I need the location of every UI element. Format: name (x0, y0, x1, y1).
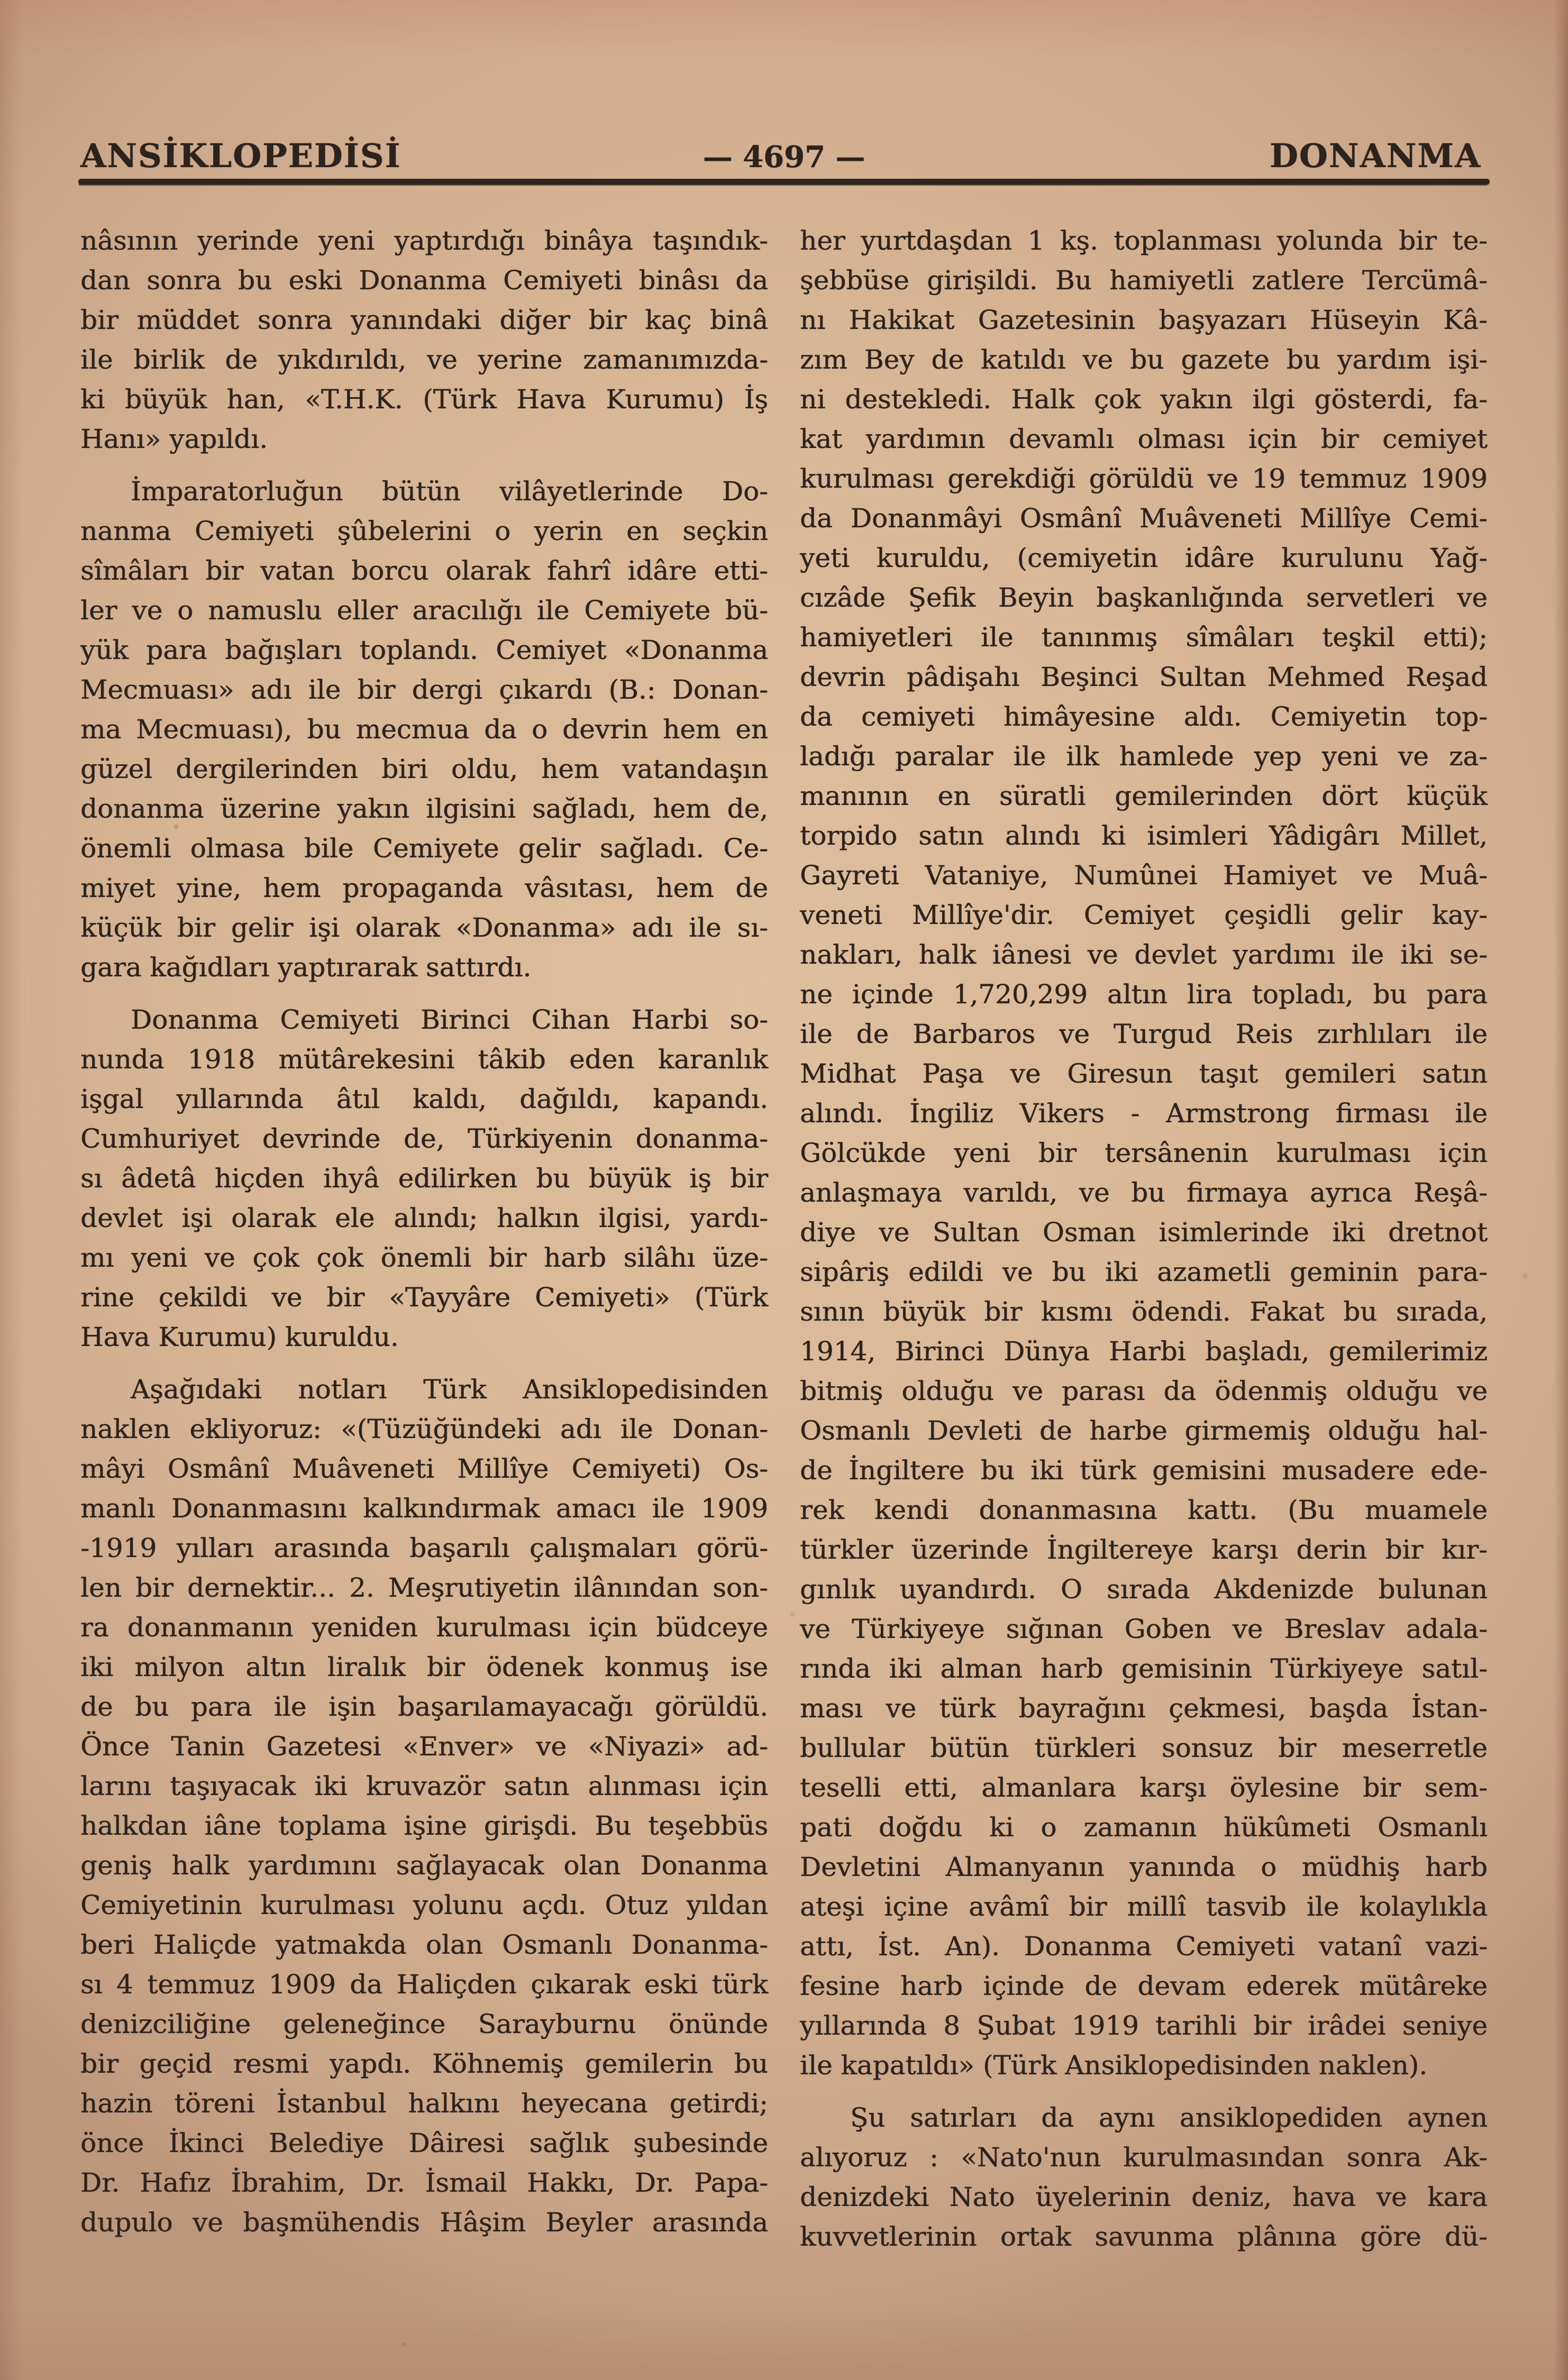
text-line: küçük bir gelir işi olarak «Donanma» adı ile sı- (80, 912, 768, 943)
header-rule (78, 179, 1490, 185)
text-line: naklen ekliyoruz: «(Tüzüğündeki adı ile Donan- (80, 1414, 768, 1444)
text-line: alındı. İngiliz Vikers - Armstrong firması ile (800, 1098, 1488, 1129)
paragraph (80, 1000, 768, 1357)
text-line: attı, İst. An). Donanma Cemiyeti vatanî vazi- (800, 1931, 1488, 1962)
text-line: denizciliğine geleneğince Sarayburnu önünde (80, 2009, 768, 2039)
text-line: anlaşmaya varıldı, ve bu firmaya ayrıca Reşâ- (800, 1177, 1488, 1208)
text-line: devlet işi olarak ele alındı; halkın ilgisi, yardı- (80, 1203, 768, 1233)
text-line: teselli etti, almanlara karşı öylesine bir sem- (800, 1772, 1488, 1803)
text-line: nanma Cemiyeti şûbelerini o yerin en seçkin (80, 516, 768, 546)
text-line: hamiyetleri ile tanınmış sîmâları teşkil etti); (800, 622, 1488, 653)
article-title: DONANMA (1270, 136, 1481, 175)
text-line: beri Haliçde yatmakda olan Osmanlı Donanma- (80, 1929, 768, 1960)
paragraph (80, 1370, 768, 2242)
text-line: Donanma Cemiyeti Birinci Cihan Harbi so- (131, 1004, 768, 1035)
text-line: ki büyük han, «T.H.K. (Türk Hava Kurumu) İş (80, 384, 768, 415)
text-line: önce İkinci Belediye Dâiresi sağlık şubesinde (80, 2128, 768, 2158)
text-line: Gölcükde yeni bir tersânenin kurulması için (800, 1138, 1488, 1168)
text-line: sîmâları bir vatan borcu olarak fahrî idâre etti- (80, 555, 768, 586)
text-line: Şu satırları da aynı ansiklopediden aynen (850, 2102, 1488, 2133)
text-line: türkler üzerinde İngiltereye karşı derin bir kır- (800, 1534, 1488, 1565)
text-line: İmparatorluğun bütün vilâyetlerinde Do- (131, 476, 768, 507)
text-line: da Donanmâyi Osmânî Muâveneti Millîye Cemi- (800, 503, 1488, 534)
text-column-left (80, 221, 768, 2242)
text-line: miyet yine, hem propaganda vâsıtası, hem de (80, 873, 768, 903)
text-line: Mecmuası» adı ile bir dergi çıkardı (B.: Donan- (80, 674, 768, 705)
text-line: Osmanlı Devleti de harbe girmemiş olduğu hal- (800, 1415, 1488, 1446)
paragraph (800, 221, 1488, 2085)
text-line: Hava Kurumu) kuruldu. (80, 1322, 399, 1352)
text-line: gınlık uyandırdı. O sırada Akdenizde bulunan (800, 1574, 1488, 1605)
text-line: Cumhuriyet devrinde de, Türkiyenin donanma- (80, 1123, 768, 1154)
text-line: devrin pâdişahı Beşinci Sultan Mehmed Reşad (800, 662, 1488, 692)
text-line: yeti kuruldu, (cemiyetin idâre kurulunu Yağ- (800, 543, 1488, 573)
paragraph (80, 472, 768, 987)
text-line: nunda 1918 mütârekesini tâkib eden karanlık (80, 1044, 768, 1075)
text-line: kat yardımın devamlı olması için bir cemiyet (800, 424, 1488, 454)
text-line: manının en süratli gemilerinden dört küçük (800, 781, 1488, 811)
text-line: Dr. Hafız İbrahim, Dr. İsmail Hakkı, Dr. Papa- (80, 2167, 768, 2198)
text-line: bir geçid resmi yapdı. Köhnemiş gemilerin bu (80, 2048, 768, 2079)
text-line: ne içinde 1,720,299 altın lira topladı, bu para (800, 979, 1488, 1010)
text-line: güzel dergilerinden biri oldu, hem vatandaşın (80, 754, 768, 784)
text-line: ile de Barbaros ve Turgud Reis zırhlıları ile (800, 1019, 1488, 1049)
text-line: nâsının yerinde yeni yaptırdığı binâya taşındık- (80, 225, 768, 256)
text-line: fesine harb içinde de devam ederek mütâreke (800, 1971, 1488, 2001)
text-line: yük para bağışları toplandı. Cemiyet «Donanma (80, 635, 768, 665)
text-line: veneti Millîye'dir. Cemiyet çeşidli gelir kay- (800, 900, 1488, 930)
text-line: ma Mecmuası), bu mecmua da o devrin hem en (80, 714, 768, 745)
text-line: alıyoruz : «Nato'nun kurulmasından sonra Ak- (800, 2142, 1488, 2173)
text-column-right (800, 221, 1488, 2257)
paragraph (800, 2098, 1488, 2257)
text-line: ateşi içine avâmî bir millî tasvib ile kolaylıkla (800, 1891, 1488, 1922)
text-line: kuvvetlerinin ortak savunma plânına göre dü- (800, 2221, 1488, 2252)
text-line: şebbüse girişildi. Bu hamiyetli zatlere Tercümâ- (800, 265, 1488, 296)
paragraph (80, 221, 768, 459)
text-line: denizdeki Nato üyelerinin deniz, hava ve kara (800, 2182, 1488, 2212)
text-line: bir müddet sonra yanındaki diğer bir kaç binâ (80, 305, 768, 335)
text-line: halkdan iâne toplama işine girişdi. Bu teşebbüs (80, 1810, 768, 1841)
text-line: Midhat Paşa ve Giresun taşıt gemileri satın (800, 1058, 1488, 1089)
text-line: cızâde Şefik Beyin başkanlığında servetleri ve (800, 582, 1488, 613)
text-line: iki milyon altın liralık bir ödenek konmuş ise (80, 1652, 768, 1682)
text-line: nı Hakikat Gazetesinin başyazarı Hüseyin Kâ- (800, 305, 1488, 335)
text-line: geniş halk yardımını sağlayacak olan Donanma (80, 1850, 768, 1881)
text-line: pati doğdu ki o zamanın hükûmeti Osmanlı (800, 1812, 1488, 1843)
text-line: de bu para ile işin başarılamayacağı görüldü. (80, 1691, 768, 1722)
text-line: torpido satın alındı ki isimleri Yâdigârı Millet, (800, 820, 1488, 851)
text-line: rek kendi donanmasına kattı. (Bu muamele (800, 1495, 1488, 1525)
text-line: len bir dernektir... 2. Meşrutiyetin ilânından son- (80, 1572, 768, 1603)
text-line: bitmiş olduğu ve parası da ödenmiş olduğu ve (800, 1376, 1488, 1406)
text-line: mâyi Osmânî Muâveneti Millîye Cemiyeti) Os- (80, 1453, 768, 1484)
text-line: da cemiyeti himâyesine aldı. Cemiyetin top- (800, 701, 1488, 732)
text-line: Aşağıdaki notları Türk Ansiklopedisinden (131, 1374, 768, 1405)
text-line: her yurtdaşdan 1 kş. toplanması yolunda bir te- (800, 225, 1488, 256)
text-line: işgal yıllarında âtıl kaldı, dağıldı, kapandı. (80, 1084, 768, 1114)
text-line: yıllarında 8 Şubat 1919 tarihli bir irâdei seniye (800, 2010, 1488, 2041)
text-line: ması ve türk bayrağını çekmesi, başda İstan- (800, 1693, 1488, 1724)
text-line: Cemiyetinin kurulması yolunu açdı. Otuz yıldan (80, 1890, 768, 1920)
text-line: donanma üzerine yakın ilgisini sağladı, hem de, (80, 793, 768, 824)
text-line: ni destekledi. Halk çok yakın ilgi gösterdi, fa- (800, 384, 1488, 415)
paper-specks (0, 0, 3, 3)
text-line: diye ve Sultan Osman isimlerinde iki dretnot (800, 1217, 1488, 1248)
text-line: larını taşıyacak iki kruvazör satın alınması için (80, 1771, 768, 1801)
text-line: ile birlik de yıkdırıldı, ve yerine zamanımızda- (80, 344, 768, 375)
text-line: de İngiltere bu iki türk gemisini musadere ede- (800, 1455, 1488, 1486)
text-line: sipâriş edildi ve bu iki azametli geminin para- (800, 1257, 1488, 1287)
text-line: sı âdetâ hiçden ihyâ edilirken bu büyük iş bir (80, 1163, 768, 1194)
text-line: Gayreti Vataniye, Numûnei Hamiyet ve Muâ- (800, 860, 1488, 891)
text-line: 1914, Birinci Dünya Harbi başladı, gemilerimiz (800, 1336, 1488, 1367)
text-line: önemli olmasa bile Cemiyete gelir sağladı. Ce- (80, 833, 768, 864)
text-line: Önce Tanin Gazetesi «Enver» ve «Niyazi» ad- (80, 1731, 768, 1762)
text-line: manlı Donanmasını kalkındırmak amacı ile 1909 (80, 1493, 768, 1524)
text-line: bullular bütün türkleri sonsuz bir meserretle (800, 1733, 1488, 1763)
text-line: rında iki alman harb gemisinin Türkiyeye satıl- (800, 1653, 1488, 1684)
text-line: nakları, halk iânesi ve devlet yardımı ile iki se- (800, 939, 1488, 970)
text-line: Devletini Almanyanın yanında o müdhiş harb (800, 1852, 1488, 1882)
text-line: ve Türkiyeye sığınan Goben ve Breslav adala- (800, 1614, 1488, 1644)
text-line: gara kağıdları yaptırarak sattırdı. (80, 952, 532, 983)
text-line: dan sonra bu eski Donanma Cemiyeti binâsı da (80, 265, 768, 296)
text-line: rine çekildi ve bir «Tayyâre Cemiyeti» (Türk (80, 1282, 768, 1313)
text-line: ra donanmanın yeniden kurulması için büdceye (80, 1612, 768, 1643)
text-line: dupulo ve başmühendis Hâşim Beyler arasında (80, 2207, 768, 2238)
text-line: Hanı» yapıldı. (80, 424, 268, 454)
text-line: hazin töreni İstanbul halkını heyecana getirdi; (80, 2088, 768, 2119)
text-line: sının büyük bir kısmı ödendi. Fakat bu sırada, (800, 1296, 1488, 1327)
text-line: -1919 yılları arasında başarılı çalışmaları görü- (80, 1533, 768, 1563)
text-line: kurulması gerekdiği görüldü ve 19 temmuz 1909 (800, 463, 1488, 494)
page-number: — 4697 — (703, 140, 865, 175)
text-line: zım Bey de katıldı ve bu gazete bu yardım işi- (800, 344, 1488, 375)
text-line: ladığı paralar ile ilk hamlede yep yeni ve za- (800, 741, 1488, 772)
text-line: ler ve o namuslu eller aracılığı ile Cemiyete bü- (80, 595, 768, 626)
text-line: sı 4 temmuz 1909 da Haliçden çıkarak eski türk (80, 1969, 768, 2000)
text-line: mı yeni ve çok çok önemli bir harb silâhı üze- (80, 1242, 768, 1273)
text-line: ile kapatıldı» (Türk Ansiklopedisinden naklen). (800, 2050, 1428, 2081)
running-head-title: ANSİKLOPEDİSİ (80, 136, 402, 175)
